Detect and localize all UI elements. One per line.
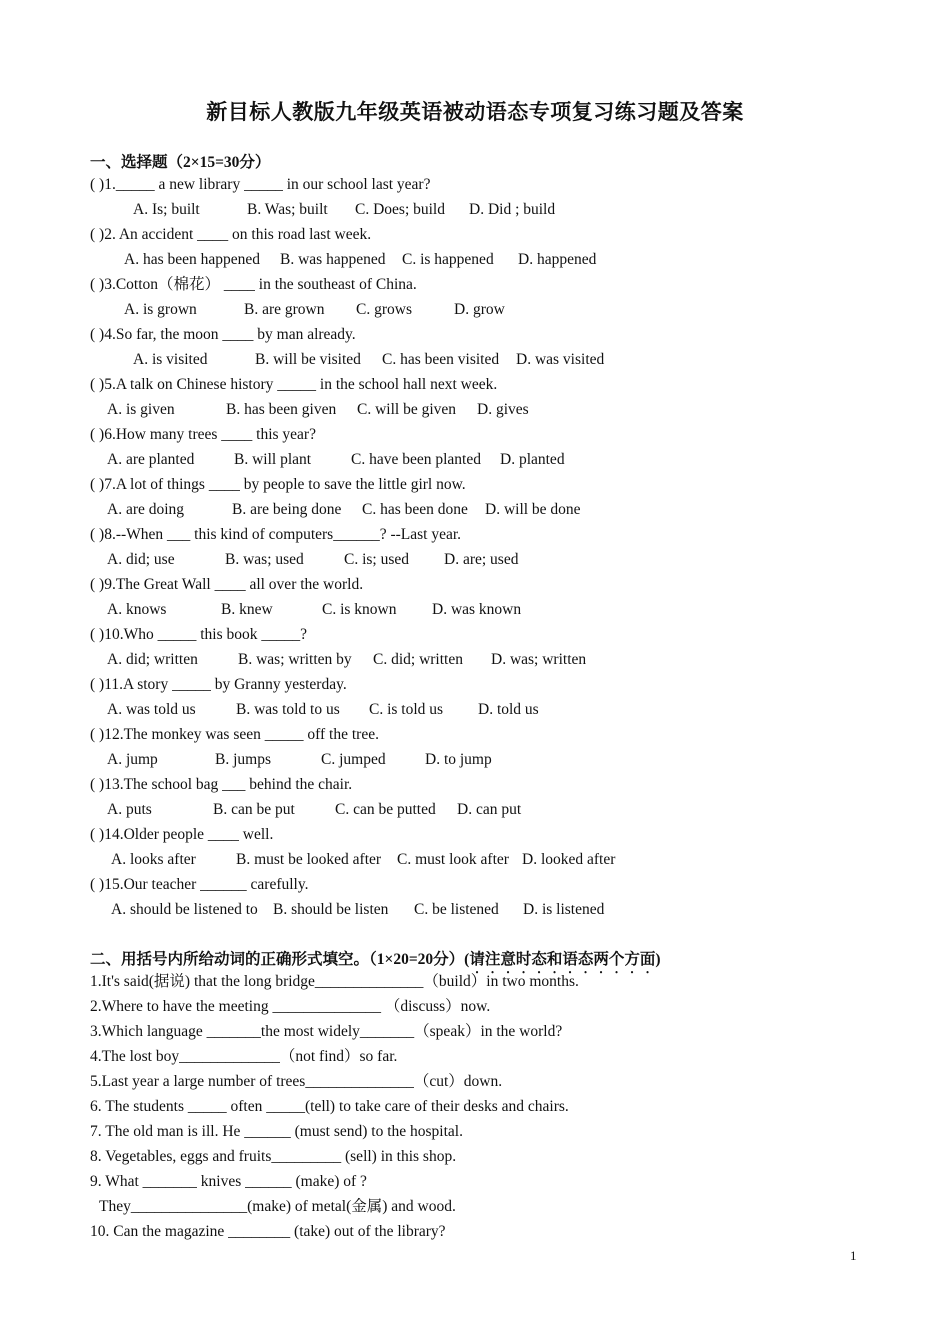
fill-item-7: 7. The old man is ill. He ______ (must send) to the hospital. bbox=[90, 1123, 463, 1140]
option-c: C. grows bbox=[356, 301, 412, 318]
option-d: D. looked after bbox=[522, 851, 616, 868]
option-d: D. gives bbox=[477, 401, 529, 418]
option-d: D. Did ; build bbox=[469, 201, 556, 218]
question-8: ( )8.--When ___ this kind of computers______? --Last year. bbox=[90, 526, 462, 543]
section-1-heading: 一、选择题（2×15=30分） bbox=[90, 154, 271, 171]
fill-item-10: 10. Can the magazine ________ (take) out of the library? bbox=[90, 1223, 446, 1240]
option-b: B. are being done bbox=[232, 501, 342, 518]
option-d: D. will be done bbox=[485, 501, 581, 518]
question-14: ( )14.Older people ____ well. bbox=[90, 826, 274, 843]
question-5: ( )5.A talk on Chinese history _____ in the school hall next week. bbox=[90, 376, 498, 393]
options-12 bbox=[107, 750, 492, 770]
question-3: ( )3.Cotton（棉花） ____ in the southeast of China. bbox=[90, 276, 417, 293]
options-7 bbox=[107, 500, 581, 520]
option-d: D. are; used bbox=[444, 551, 519, 568]
question-1: ( )1._____ a new library _____ in our school last year? bbox=[90, 176, 431, 193]
fill-item-8: 8. Vegetables, eggs and fruits_________ (sell) in this shop. bbox=[90, 1148, 457, 1165]
option-c: C. must look after bbox=[397, 851, 509, 868]
options-5 bbox=[107, 400, 529, 420]
option-a: A. jump bbox=[107, 751, 158, 768]
option-b: B. jumps bbox=[215, 751, 271, 768]
option-a: A. is visited bbox=[133, 351, 208, 368]
option-a: A. Is; built bbox=[133, 201, 200, 218]
option-c: C. jumped bbox=[321, 751, 386, 768]
option-c: C. have been planted bbox=[351, 451, 481, 468]
option-b: B. are grown bbox=[244, 301, 325, 318]
option-d: D. was known bbox=[432, 601, 522, 618]
option-d: D. is listened bbox=[523, 901, 605, 918]
option-a: A. knows bbox=[107, 601, 167, 618]
option-d: D. was visited bbox=[516, 351, 605, 368]
option-c: C. can be putted bbox=[335, 801, 436, 818]
option-b: B. can be put bbox=[213, 801, 295, 818]
question-11: ( )11.A story _____ by Granny yesterday. bbox=[90, 676, 347, 693]
option-b: B. must be looked after bbox=[236, 851, 382, 868]
question-4: ( )4.So far, the moon ____ by man already. bbox=[90, 326, 356, 343]
option-a: A. looks after bbox=[111, 851, 196, 868]
option-a: A. did; use bbox=[107, 551, 175, 568]
options-10 bbox=[107, 650, 586, 670]
options-14 bbox=[111, 850, 615, 870]
option-d: D. told us bbox=[478, 701, 539, 718]
option-c: C. be listened bbox=[414, 901, 499, 918]
option-b: B. was told to us bbox=[236, 701, 340, 718]
options-15 bbox=[111, 900, 604, 920]
option-c: C. did; written bbox=[373, 651, 463, 668]
option-d: D. happened bbox=[518, 251, 597, 268]
option-b: B. was happened bbox=[280, 251, 386, 268]
option-a: A. was told us bbox=[107, 701, 196, 718]
option-d: D. can put bbox=[457, 801, 522, 818]
options-6 bbox=[107, 450, 565, 470]
option-b: B. will plant bbox=[234, 451, 312, 468]
option-b: B. was; written by bbox=[238, 651, 352, 668]
options-3 bbox=[124, 300, 505, 320]
option-c: C. Does; build bbox=[355, 201, 445, 218]
options-2 bbox=[124, 250, 596, 270]
option-d: D. grow bbox=[454, 301, 505, 318]
option-a: A. are planted bbox=[107, 451, 195, 468]
section-2-heading-main: 二、用括号内所给动词的正确形式填空。（1×20=20分）( bbox=[90, 951, 470, 968]
document-title: 新目标人教版九年级英语被动语态专项复习练习题及答案 bbox=[206, 100, 744, 124]
option-a: A. is given bbox=[107, 401, 175, 418]
option-b: B. will be visited bbox=[255, 351, 361, 368]
options-1 bbox=[133, 200, 555, 220]
option-a: A. puts bbox=[107, 801, 152, 818]
options-13 bbox=[107, 800, 521, 820]
option-d: D. was; written bbox=[491, 651, 587, 668]
options-9 bbox=[107, 600, 521, 620]
option-a: A. are doing bbox=[107, 501, 185, 518]
question-10: ( )10.Who _____ this book _____? bbox=[90, 626, 307, 643]
fill-item-9: 9. What _______ knives ______ (make) of ? bbox=[90, 1173, 367, 1190]
fill-item-6: 6. The students _____ often _____(tell) to take care of their desks and chairs. bbox=[90, 1098, 569, 1115]
fill-item-1: 1.It's said(据说) that the long bridge______________（build）in two months. bbox=[90, 973, 579, 990]
option-c: C. has been done bbox=[362, 501, 468, 518]
option-a: A. is grown bbox=[124, 301, 197, 318]
option-d: D. to jump bbox=[425, 751, 492, 768]
options-4 bbox=[133, 350, 604, 370]
options-11 bbox=[107, 700, 539, 720]
section-2-heading-end: ) bbox=[655, 951, 661, 968]
fill-item-2: 2.Where to have the meeting ______________ （discuss）now. bbox=[90, 998, 491, 1015]
option-c: C. is known bbox=[322, 601, 397, 618]
question-13: ( )13.The school bag ___ behind the chair. bbox=[90, 776, 353, 793]
question-6: ( )6.How many trees ____ this year? bbox=[90, 426, 316, 443]
option-b: B. Was; built bbox=[247, 201, 328, 218]
question-12: ( )12.The monkey was seen _____ off the tree. bbox=[90, 726, 379, 743]
option-b: B. has been given bbox=[226, 401, 337, 418]
fill-item-5: 5.Last year a large number of trees______________（cut）down. bbox=[90, 1073, 503, 1090]
option-a: A. should be listened to bbox=[111, 901, 258, 918]
question-15: ( )15.Our teacher ______ carefully. bbox=[90, 876, 309, 893]
page-number: 1 bbox=[850, 1248, 857, 1263]
question-7: ( )7.A lot of things ____ by people to save the little girl now. bbox=[90, 476, 466, 493]
question-9: ( )9.The Great Wall ____ all over the world. bbox=[90, 576, 364, 593]
option-a: A. did; written bbox=[107, 651, 198, 668]
option-b: B. knew bbox=[221, 601, 273, 618]
fill-item-9-continued: They_______________(make) of metal(金属) and wood. bbox=[99, 1198, 456, 1215]
options-8 bbox=[107, 550, 518, 570]
option-c: C. will be given bbox=[357, 401, 457, 418]
option-c: C. is; used bbox=[344, 551, 410, 568]
option-a: A. has been happened bbox=[124, 251, 261, 268]
option-b: B. should be listen bbox=[273, 901, 389, 918]
option-d: D. planted bbox=[500, 451, 565, 468]
option-c: C. is happened bbox=[402, 251, 494, 268]
section-2-heading-emphasis: 请注意时态和语态两个方面 bbox=[469, 951, 656, 968]
fill-item-3: 3.Which language _______the most widely_______（speak）in the world? bbox=[90, 1023, 563, 1040]
option-c: C. is told us bbox=[369, 701, 444, 718]
option-b: B. was; used bbox=[225, 551, 304, 568]
fill-item-4: 4.The lost boy_____________（not find）so far. bbox=[90, 1048, 398, 1065]
option-c: C. has been visited bbox=[382, 351, 500, 368]
question-2: ( )2. An accident ____ on this road last week. bbox=[90, 226, 372, 243]
